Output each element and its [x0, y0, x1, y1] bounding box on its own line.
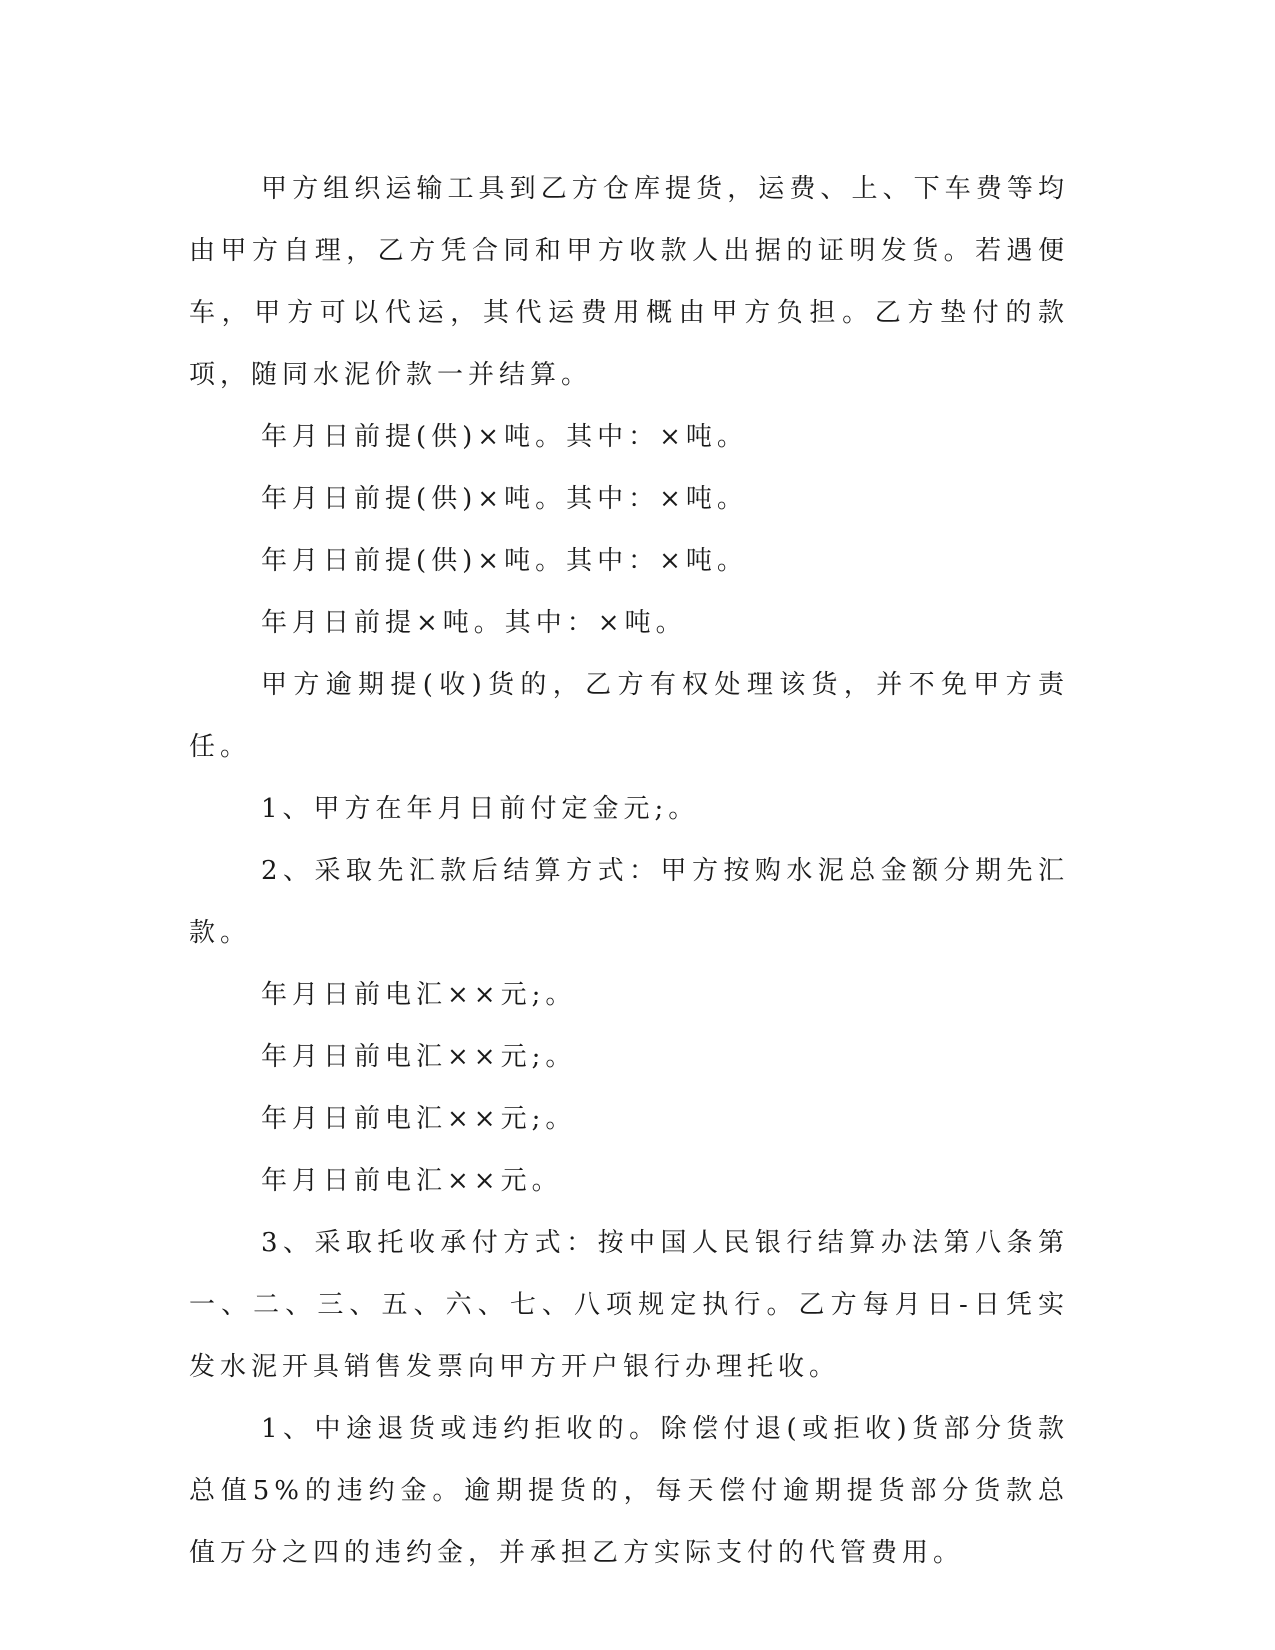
paragraph-penalty: 1、中途退货或违约拒收的。除偿付退(或拒收)货部分货款总值5%的违约金。逾期提货的，每天偿付逾期提货部分货款总值万分之四的违约金，并承担乙方实际支付的代管费用。 — [189, 1414, 1069, 1568]
paragraph-schedule-3: 年月日前提(供)×吨。其中：×吨。 — [261, 546, 748, 576]
paragraph-pickup-terms: 甲方组织运输工具到乙方仓库提货，运费、上、下车费等均由甲方自理，乙方凭合同和甲方收款人出据的证明发货。若遇便车，甲方可以代运，其代运费用概由甲方负担。乙方垫付的款项，随同水泥价款一并结算。 — [189, 174, 1069, 390]
paragraph-remittance-4: 年月日前电汇××元。 — [261, 1166, 563, 1196]
paragraph-collection: 3、采取托收承付方式：按中国人民银行结算办法第八条第一、二、三、五、六、七、八项规定执行。乙方每月日-日凭实发水泥开具销售发票向甲方开户银行办理托收。 — [189, 1228, 1069, 1382]
paragraph-remittance-1: 年月日前电汇××元;。 — [261, 980, 577, 1010]
paragraph-schedule-2: 年月日前提(供)×吨。其中：×吨。 — [261, 484, 748, 514]
paragraph-schedule-1: 年月日前提(供)×吨。其中：×吨。 — [261, 422, 748, 452]
paragraph-remittance-3: 年月日前电汇××元;。 — [261, 1104, 577, 1134]
paragraph-deposit: 1、甲方在年月日前付定金元;。 — [261, 794, 700, 824]
paragraph-remittance-2: 年月日前电汇××元;。 — [261, 1042, 577, 1072]
paragraph-schedule-4: 年月日前提×吨。其中：×吨。 — [261, 608, 687, 638]
paragraph-prepayment: 2、采取先汇款后结算方式：甲方按购水泥总金额分期先汇款。 — [189, 856, 1069, 948]
paragraph-overdue-pickup: 甲方逾期提(收)货的，乙方有权处理该货，并不免甲方责任。 — [189, 670, 1069, 762]
document-body — [189, 158, 1069, 1584]
